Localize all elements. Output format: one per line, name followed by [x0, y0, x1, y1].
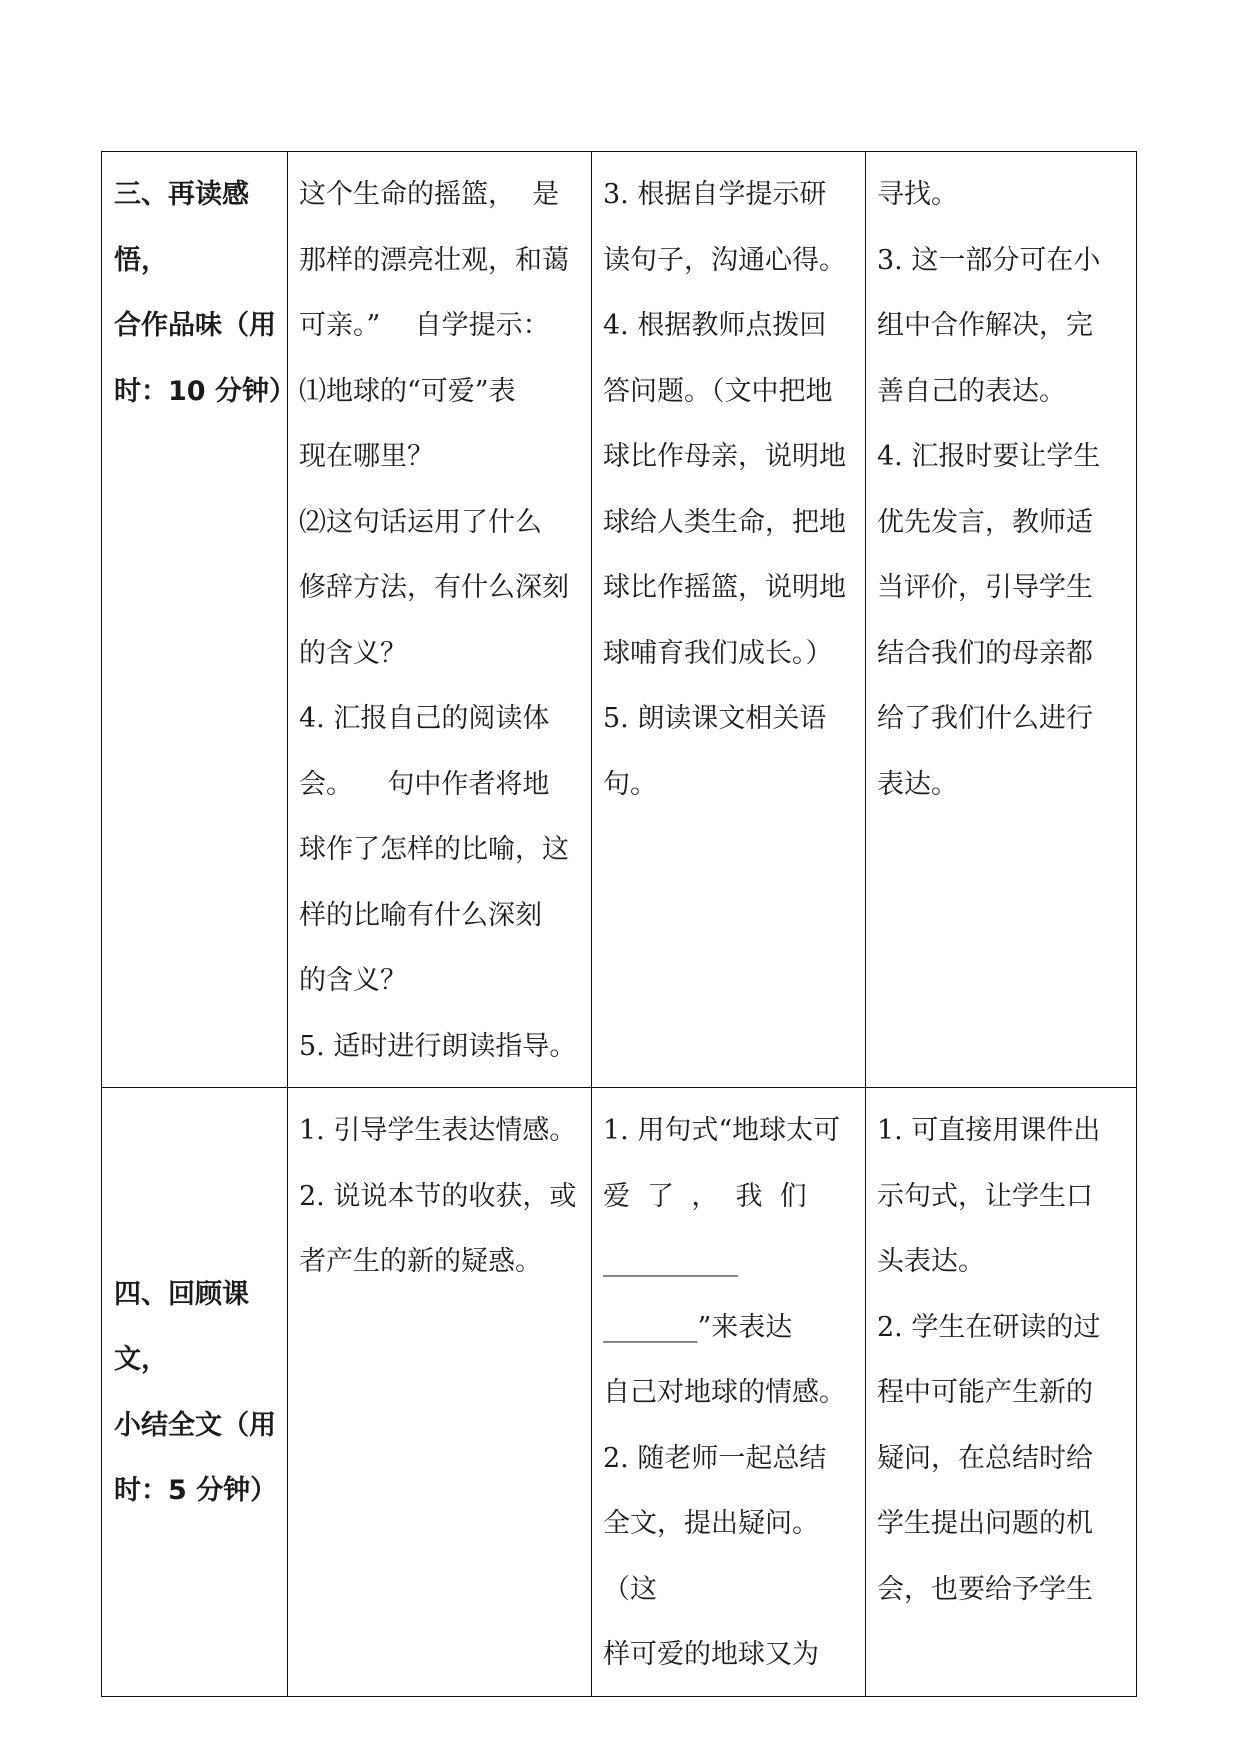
notes-text-line: 疑问，在总结时给	[877, 1442, 1093, 1474]
teacher-activity-cell	[288, 1088, 592, 1697]
teacher-text-line: 球作了怎样的比喻，这	[299, 834, 569, 865]
teacher-text-line: 的含义？	[299, 637, 407, 669]
notes-cell	[866, 152, 1137, 1088]
teacher-text-line: 会。 句中作者将地	[299, 768, 550, 800]
notes-text-line: 示句式，让学生口	[877, 1180, 1093, 1212]
table-row	[102, 1088, 1137, 1697]
stage-text-line: 三、再读感悟，	[114, 179, 249, 276]
table-row	[102, 152, 1137, 1088]
stage-cell	[102, 1088, 288, 1697]
student-text-line: 球比作母亲，说明地	[603, 441, 846, 472]
notes-text-line: 1. 可直接用课件出	[877, 1115, 1101, 1146]
teacher-text-line: 这个生命的摇篮， 是	[299, 179, 560, 210]
student-text-line: 5. 朗读课文相关语	[603, 703, 827, 734]
student-text-line: 答问题。（文中把地	[603, 375, 833, 407]
teacher-text-line: 5. 适时进行朗读指导。	[299, 1030, 577, 1062]
student-text-line: 句。	[603, 768, 657, 800]
teacher-text-line: 修辞方法，有什么深刻	[299, 572, 569, 603]
student-text-line: _______”来表达	[603, 1311, 793, 1343]
student-text-line: 球给人类生命，把地	[603, 506, 846, 538]
notes-cell	[866, 1088, 1137, 1697]
stage-text-line: 小结全文（用	[114, 1409, 276, 1441]
student-activity-cell	[592, 152, 866, 1088]
teacher-text-line: 者产生的新的疑惑。	[299, 1246, 542, 1277]
teacher-activity-cell	[288, 152, 592, 1088]
teacher-text-line: 现在哪里？	[299, 441, 434, 472]
teacher-text-line: 样的比喻有什么深刻	[299, 899, 542, 931]
notes-text-line: 组中合作解决，完	[877, 310, 1093, 341]
teacher-text-line: 1. 引导学生表达情感。	[299, 1115, 577, 1146]
student-text-line: 全文，提出疑问。（这	[603, 1508, 819, 1605]
teacher-text-line: 可亲。” 自学提示：	[299, 310, 550, 341]
notes-text-line: 善自己的表达。	[877, 375, 1066, 407]
teacher-text-line: ⑴地球的“可爱”表	[299, 375, 516, 407]
student-text-line: 爱 了 ， 我 们	[603, 1180, 807, 1212]
notes-text-line: 给了我们什么进行	[877, 703, 1093, 734]
notes-text-line: 寻找。	[877, 179, 958, 210]
stage-cell	[102, 152, 296, 1088]
stage-text-line: 时：10 分钟）	[114, 375, 296, 407]
student-text-line: __________	[603, 1246, 738, 1277]
notes-text-line: 当评价，引导学生	[877, 572, 1093, 603]
student-text-line: 样可爱的地球又为	[603, 1639, 819, 1670]
stage-text-line: 时：5 分钟）	[114, 1475, 278, 1507]
student-text-line: 球哺育我们成长。）	[603, 637, 833, 669]
student-text-line: 3. 根据自学提示研	[603, 179, 827, 210]
notes-text-line: 优先发言，教师适	[877, 506, 1093, 538]
notes-text-line: 4. 汇报时要让学生	[877, 441, 1101, 472]
teacher-text-line: ⑵这句话运用了什么	[299, 506, 542, 538]
stage-text-line: 合作品味（用	[114, 310, 276, 341]
student-text-line: 读句子，沟通心得。	[603, 244, 846, 276]
student-text-line: 球比作摇篮，说明地	[603, 572, 846, 603]
notes-text-line: 结合我们的母亲都	[877, 637, 1093, 669]
lesson-plan-table	[101, 151, 1137, 1697]
teacher-text-line: 2. 说说本节的收获，或	[299, 1180, 577, 1212]
teacher-text-line: 那样的漂亮壮观，和蔼	[299, 244, 569, 276]
student-text-line: 2. 随老师一起总结	[603, 1442, 827, 1474]
notes-text-line: 学生提出问题的机	[877, 1508, 1093, 1539]
notes-text-line: 会，也要给予学生	[877, 1573, 1093, 1605]
notes-text-line: 3. 这一部分可在小	[877, 244, 1101, 276]
notes-text-line: 程中可能产生新的	[877, 1377, 1093, 1408]
student-text-line: 1. 用句式“地球太可	[603, 1115, 841, 1146]
notes-text-line: 2. 学生在研读的过	[877, 1311, 1101, 1343]
notes-text-line: 表达。	[877, 768, 958, 800]
student-text-line: 4. 根据教师点拨回	[603, 310, 827, 341]
student-activity-cell	[592, 1088, 866, 1697]
student-text-line: 自己对地球的情感。	[603, 1377, 846, 1408]
teacher-text-line: 4. 汇报自己的阅读体	[299, 703, 550, 734]
teacher-text-line: 的含义？	[299, 965, 407, 996]
notes-text-line: 头表达。	[877, 1246, 985, 1277]
stage-text-line: 四、回顾课文，	[114, 1278, 249, 1376]
